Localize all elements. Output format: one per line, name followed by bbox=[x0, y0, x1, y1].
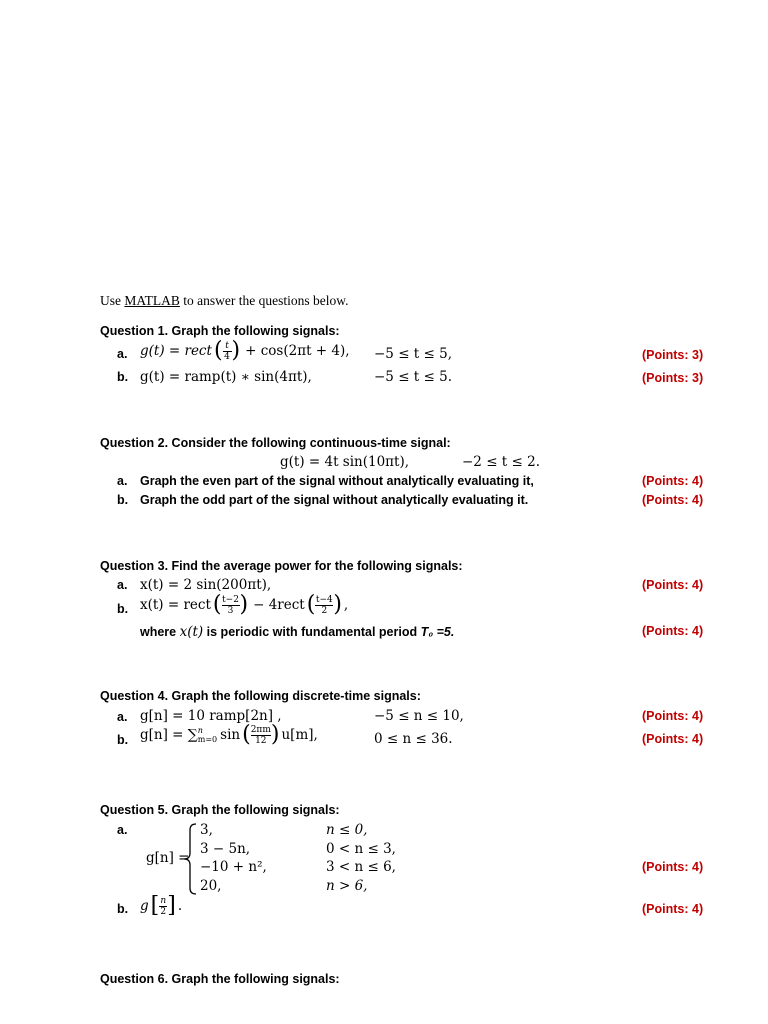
q4-b-paren-frac: ( 2πm 12 ) bbox=[242, 722, 280, 747]
q5-a-lhs: g[n] = bbox=[146, 850, 190, 866]
q4-b-expression bbox=[140, 724, 318, 746]
q5-b-bracket-frac: [ n 2 ] bbox=[150, 893, 176, 918]
q2-signal-expression: g(t) = 4t sin(10πt), bbox=[280, 454, 410, 470]
q1-b-range: −5 ≤ t ≤ 5. bbox=[374, 369, 452, 385]
q3-b-frac2-num: t−4 bbox=[315, 594, 333, 605]
question-2-heading: Question 2. Consider the following continuous-time signal: bbox=[100, 436, 451, 450]
intro-line bbox=[100, 293, 348, 309]
q4-b-sum-sup: n bbox=[197, 726, 203, 735]
q3-where-mid: is periodic with fundamental period bbox=[203, 625, 421, 639]
q5-a-case-1-expr: 3, bbox=[200, 822, 213, 838]
q2-signal-range: −2 ≤ t ≤ 2. bbox=[462, 454, 540, 470]
q4-b-frac-den: 12 bbox=[255, 735, 267, 746]
q1-a-expression bbox=[140, 340, 350, 362]
q1-b-label: b. bbox=[117, 370, 129, 384]
q5-b-frac-num: n bbox=[160, 895, 167, 906]
q3-where-line bbox=[140, 624, 454, 640]
q4-a-expression: g[n] = 10 ramp[2n] , bbox=[140, 708, 282, 724]
q5-b-label: b. bbox=[117, 902, 129, 916]
q1-a-paren-frac: ( t 4 ) bbox=[213, 338, 241, 363]
question-5-heading: Question 5. Graph the following signals: bbox=[100, 803, 340, 817]
q4-b-label: b. bbox=[117, 733, 129, 747]
q4-b-sum-symbol: ∑ bbox=[187, 727, 198, 743]
q5-a-case-2-cond: 0 < n ≤ 3, bbox=[326, 841, 396, 857]
q5-a-case-3-cond: 3 < n ≤ 6, bbox=[326, 859, 396, 875]
q3-where-var: x(t) bbox=[179, 624, 204, 640]
q3-b-paren-frac-1: ( t−2 3 ) bbox=[212, 592, 249, 617]
q1-b-points: (Points: 3) bbox=[642, 371, 704, 385]
q4-b-sum-sub: m=0 bbox=[197, 735, 218, 744]
q5-a-case-2-expr: 3 − 5n, bbox=[200, 841, 251, 857]
q1-a-frac-num: t bbox=[225, 340, 229, 351]
q5-a-brace bbox=[182, 822, 198, 896]
question-6-heading: Question 6. Graph the following signals: bbox=[100, 972, 340, 986]
q4-b-frac-num: 2πm bbox=[250, 724, 271, 735]
q3-b-expression bbox=[140, 594, 348, 616]
q4-a-label: a. bbox=[117, 710, 128, 724]
q2-b-points: (Points: 4) bbox=[642, 493, 704, 507]
q5-b-expr-post: . bbox=[177, 898, 183, 914]
q5-b-expr-pre: g bbox=[140, 898, 149, 914]
q5-b-expression bbox=[140, 895, 182, 917]
q3-b-expr-pre: x(t) = rect bbox=[140, 597, 211, 613]
q1-a-frac-den: 4 bbox=[224, 351, 230, 362]
question-1-heading: Question 1. Graph the following signals: bbox=[100, 324, 340, 338]
q4-a-range: −5 ≤ n ≤ 10, bbox=[374, 708, 464, 724]
question-3-heading: Question 3. Find the average power for the following signals: bbox=[100, 559, 463, 573]
q5-b-frac-den: 2 bbox=[160, 906, 167, 917]
q3-a-expression: x(t) = 2 sin(200πt), bbox=[140, 577, 272, 593]
q1-b-expression: g(t) = ramp(t) ∗ sin(4πt), bbox=[140, 369, 312, 385]
q3-a-label: a. bbox=[117, 578, 128, 592]
q5-a-case-3-expr: −10 + n², bbox=[200, 859, 267, 875]
matlab-link[interactable]: MATLAB bbox=[124, 293, 180, 308]
q1-a-expr-pre: g(t) = rect bbox=[140, 343, 212, 359]
q3-b-expr-mid: − 4rect bbox=[253, 597, 305, 613]
q3-b-points: (Points: 4) bbox=[642, 624, 704, 638]
q5-a-case-4-expr: 20, bbox=[200, 878, 222, 894]
q1-a-expr-post: + cos(2πt + 4), bbox=[245, 343, 350, 359]
q3-b-paren-frac-2: ( t−4 2 ) bbox=[306, 592, 342, 617]
q2-b-text: Graph the odd part of the signal without analytically evaluating it. bbox=[140, 493, 529, 507]
q4-a-points: (Points: 4) bbox=[642, 709, 704, 723]
intro-prefix: Use bbox=[100, 293, 125, 308]
q5-a-case-1-cond: n ≤ 0, bbox=[326, 822, 368, 838]
q3-b-label: b. bbox=[117, 602, 129, 616]
q5-a-label: a. bbox=[117, 823, 128, 837]
q3-a-points: (Points: 4) bbox=[642, 578, 704, 592]
question-4-heading: Question 4. Graph the following discrete-time signals: bbox=[100, 689, 421, 703]
q3-b-expr-post: , bbox=[343, 597, 349, 613]
q4-b-range: 0 ≤ n ≤ 36. bbox=[374, 731, 453, 747]
q1-a-points: (Points: 3) bbox=[642, 348, 704, 362]
intro-suffix: to answer the questions below. bbox=[179, 293, 349, 308]
q4-b-sin: sin bbox=[220, 727, 241, 743]
q4-b-expr-post: u[m], bbox=[281, 727, 318, 743]
q3-where-period: T₀ =5. bbox=[420, 625, 455, 639]
q5-a-points: (Points: 4) bbox=[642, 860, 704, 874]
q4-b-expr-pre: g[n] = bbox=[140, 727, 188, 743]
q3-b-frac1-den: 3 bbox=[227, 605, 234, 616]
q3-b-frac1-num: t−2 bbox=[222, 594, 239, 605]
q3-where-pre: where bbox=[140, 625, 180, 639]
q2-a-points: (Points: 4) bbox=[642, 474, 704, 488]
q2-a-text: Graph the even part of the signal without analytically evaluating it, bbox=[140, 474, 534, 488]
q5-b-points: (Points: 4) bbox=[642, 902, 704, 916]
q3-b-frac2-den: 2 bbox=[321, 605, 328, 616]
q2-a-label: a. bbox=[117, 474, 128, 488]
q5-a-case-4-cond: n > 6, bbox=[326, 878, 368, 894]
q1-a-label: a. bbox=[117, 347, 128, 361]
q2-b-label: b. bbox=[117, 493, 129, 507]
q1-a-range: −5 ≤ t ≤ 5, bbox=[374, 346, 452, 362]
q4-b-points: (Points: 4) bbox=[642, 732, 704, 746]
